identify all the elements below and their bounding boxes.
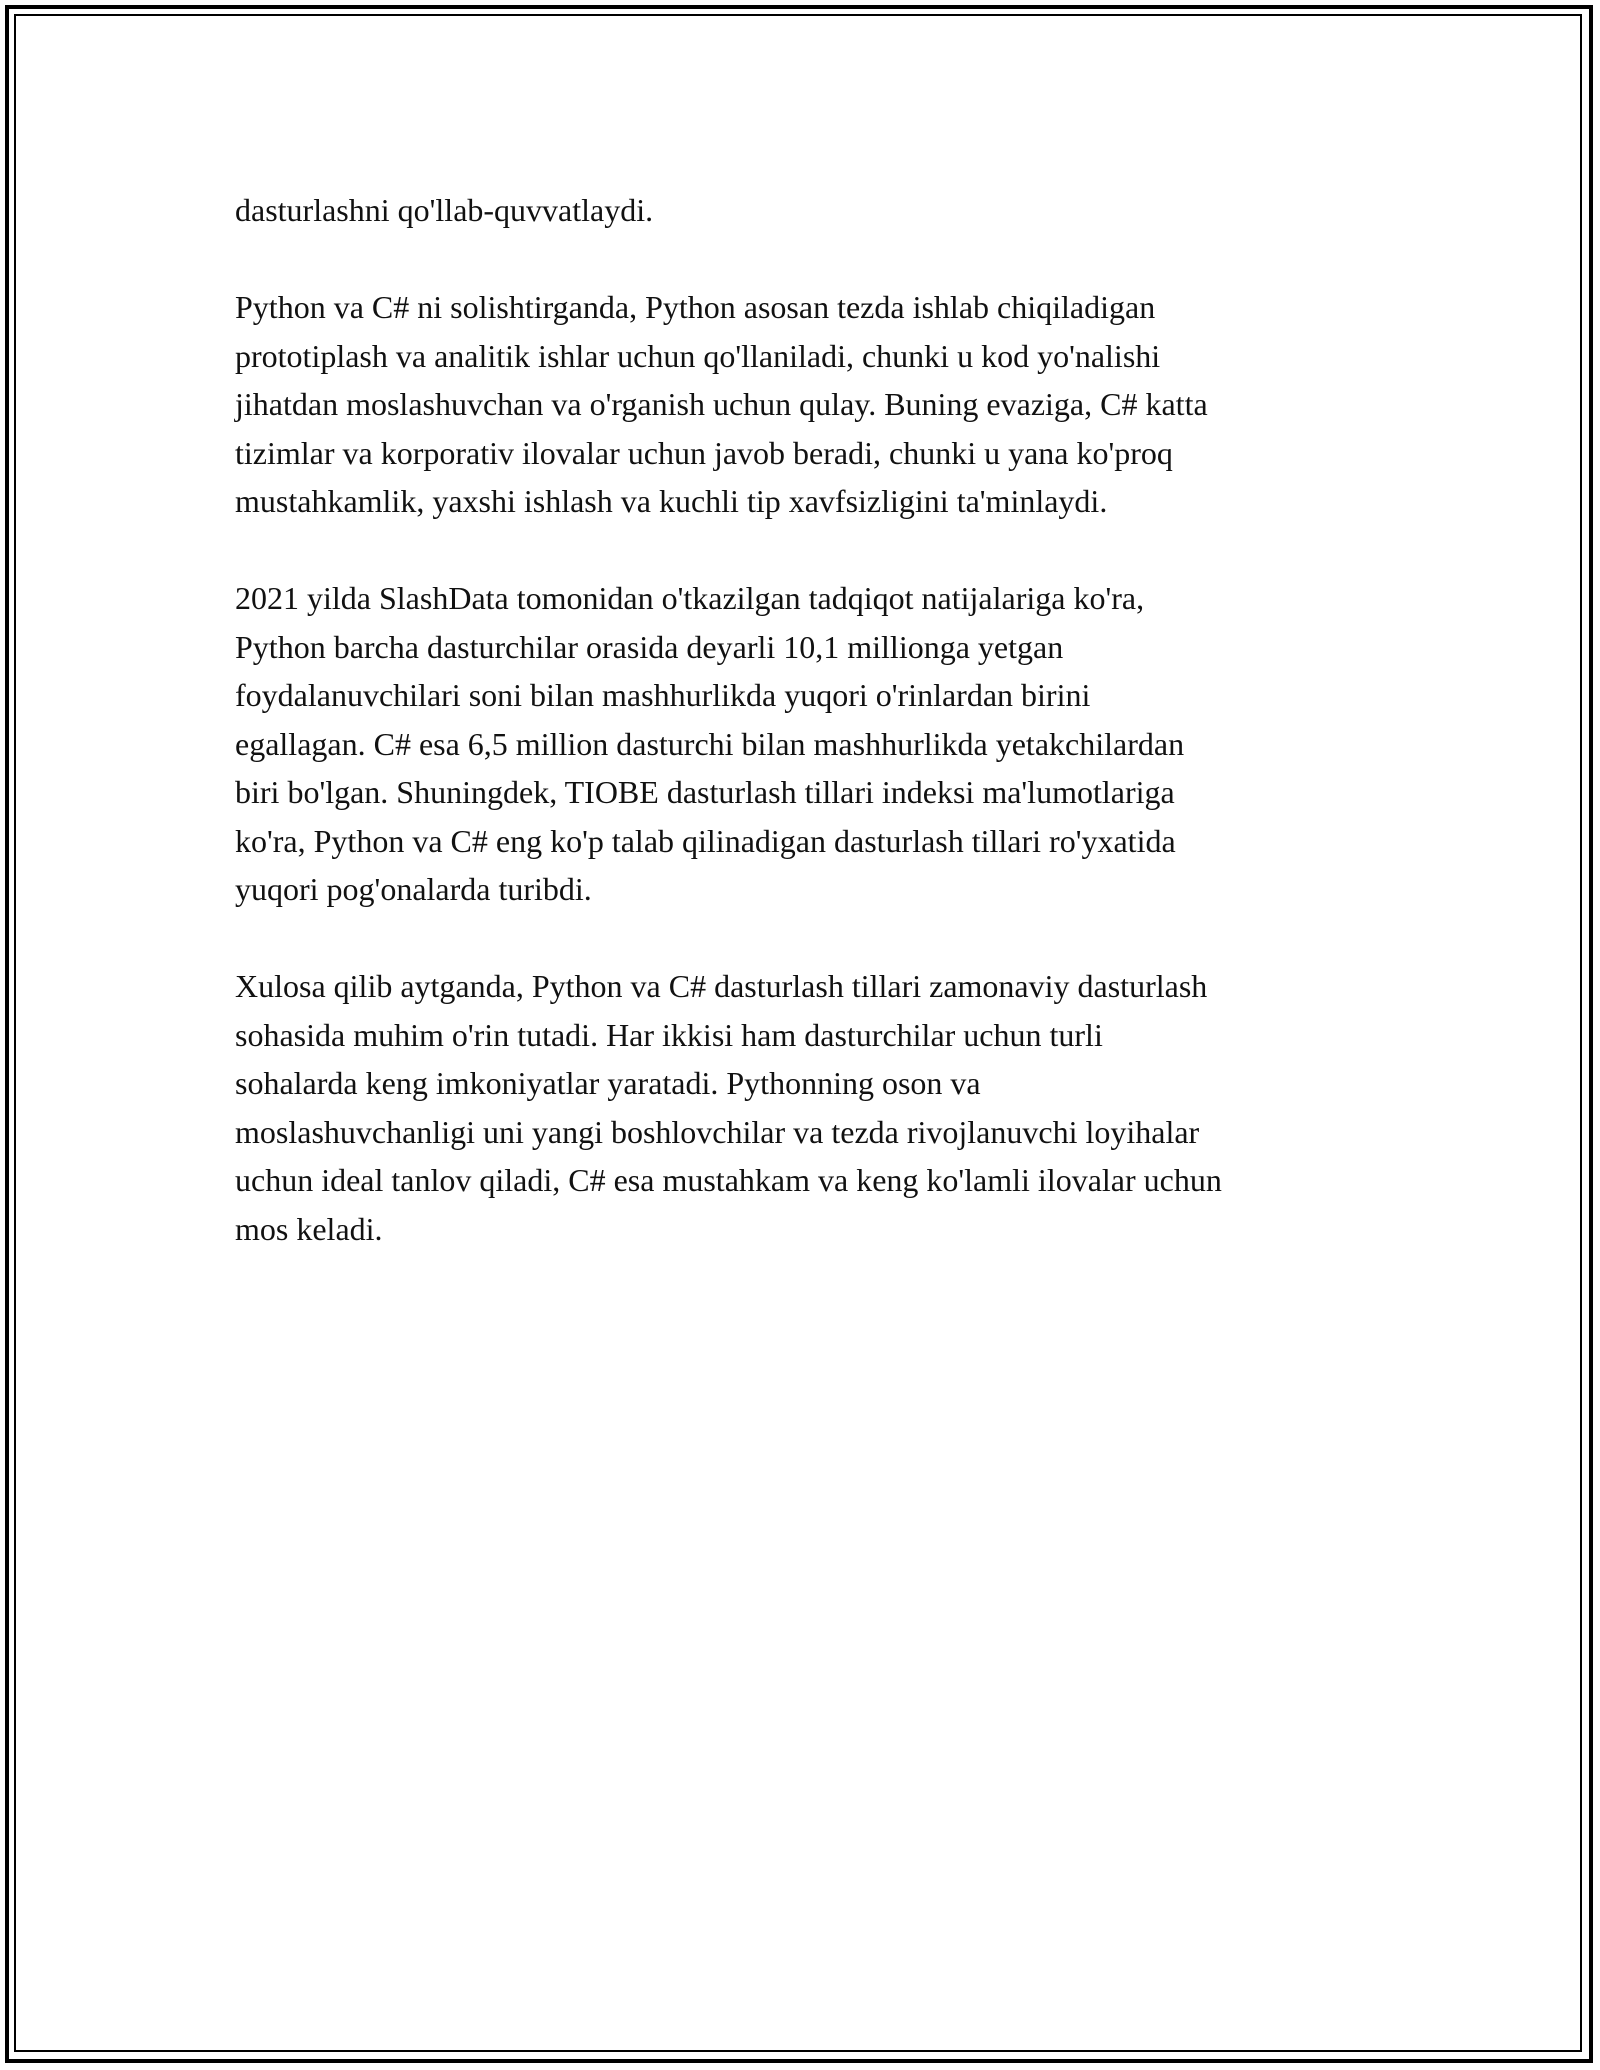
text-line: sohasida muhim o'rin tutadi. Har ikkisi ham dasturchilar uchun turli	[235, 1016, 1103, 1053]
text-line: ko'ra, Python va C# eng ko'p talab qilinadigan dasturlash tillari ro'yxatida	[235, 822, 1176, 859]
text-line: egallagan. C# esa 6,5 million dasturchi bilan mashhurlikda yetakchilardan	[235, 725, 1185, 762]
document-body	[235, 186, 1380, 1302]
paragraph-2	[235, 283, 1380, 526]
text-line: foydalanuvchilari soni bilan mashhurlikda yuqori o'rinlardan birini	[235, 677, 1091, 713]
text-line: uchun ideal tanlov qiladi, C# esa mustahkam va keng ko'lamli ilovalar uchun	[235, 1162, 1222, 1198]
text-line: mustahkamlik, yaxshi ishlash va kuchli tip xavfsizligini ta'minlaydi.	[235, 483, 1108, 519]
paragraph-1	[235, 186, 1380, 235]
paragraph-3	[235, 574, 1380, 914]
text-line: 2021 yilda SlashData tomonidan o'tkazilgan tadqiqot natijalariga ko'ra,	[235, 580, 1145, 616]
text-line: Xulosa qilib aytganda, Python va C# dasturlash tillari zamonaviy dasturlash	[235, 968, 1208, 1004]
paragraph-4	[235, 962, 1380, 1253]
text-line: tizimlar va korporativ ilovalar uchun javob beradi, chunki u yana ko'proq	[235, 434, 1173, 471]
text-line: dasturlashni qo'llab-quvvatlaydi.	[235, 192, 654, 228]
text-line: jihatdan moslashuvchan va o'rganish uchun qulay. Buning evaziga, C# katta	[235, 386, 1208, 422]
text-line: Python va C# ni solishtirganda, Python asosan tezda ishlab chiqiladigan	[235, 289, 1156, 325]
text-line: yuqori pog'onalarda turibdi.	[235, 871, 592, 907]
text-line: mos keladi.	[235, 1210, 383, 1247]
text-line: prototiplash va analitik ishlar uchun qo'llaniladi, chunki u kod yo'nalishi	[235, 337, 1161, 374]
text-line: Python barcha dasturchilar orasida deyarli 10,1 millionga yetgan	[235, 628, 1064, 665]
text-line: moslashuvchanligi uni yangi boshlovchilar va tezda rivojlanuvchi loyihalar	[235, 1113, 1200, 1150]
text-line: biri bo'lgan. Shuningdek, TIOBE dasturlash tillari indeksi ma'lumotlariga	[235, 774, 1175, 810]
text-line: sohalarda keng imkoniyatlar yaratadi. Pythonning oson va	[235, 1065, 981, 1101]
